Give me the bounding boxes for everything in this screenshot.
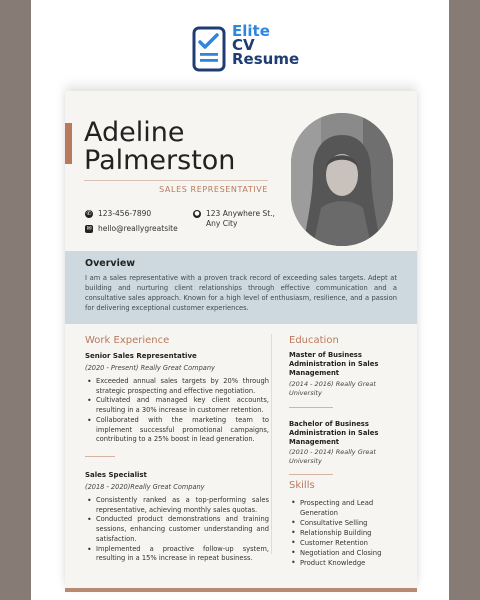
education-title: Education (289, 335, 339, 346)
clipboard-check-icon (192, 26, 226, 72)
first-name: Adeline (84, 117, 185, 148)
education-degree: Bachelor of Business Administration in Sales Management (289, 420, 379, 446)
job-bullets (85, 377, 269, 445)
job-role: SALES REPRESENTATIVE (159, 185, 268, 194)
education-separator (289, 407, 333, 408)
right-frame-band (449, 0, 480, 600)
job-separator (85, 456, 115, 457)
candidate-name (84, 119, 284, 175)
phone-number: 123-456-7890 (98, 209, 152, 218)
name-divider (84, 180, 268, 181)
brand-logo (192, 22, 302, 74)
last-name: Palmerston (84, 145, 236, 176)
skills-title: Skills (289, 480, 315, 491)
address-line-1: 123 Anywhere St., (206, 209, 275, 218)
job-bullet: • Consistently ranked as a top-performing sales representative, achieving monthly sales quotas. (85, 496, 269, 515)
profile-photo-portrait (291, 113, 393, 246)
resume-page (65, 91, 417, 588)
education-date: (2014 - 2016) Really Great University (289, 380, 376, 397)
name-accent-bar (65, 123, 72, 164)
address-line-2: Any City (206, 219, 238, 228)
skill-item: • Negotiation and Closing (289, 548, 409, 558)
job-bullet: • Exceeded annual sales targets by 20% through strategic prospecting and effective negotiation. (85, 377, 269, 396)
email-icon: ✉ (86, 225, 92, 232)
overview-text: I am a sales representative with a proven track record of exceeding sales targets. Adept at building and nurturing client relationships through effective communication and a consultative sales approach. Known for a high level of enthusiasm, resilience, and a passion for delivering exceptional customer experiences. (85, 274, 397, 312)
brand-wordmark (232, 24, 299, 66)
phone-icon: ✆ (86, 210, 92, 217)
job-title: Senior Sales Representative (85, 352, 197, 360)
brand-line-2: CV (232, 36, 255, 54)
skill-item: • Prospecting and Lead Generation (289, 498, 409, 518)
job-bullet: • Implemented a proactive follow-up system, resulting in a 15% increase in repeat business. (85, 545, 269, 564)
job-bullets (85, 496, 269, 564)
education-separator (289, 474, 333, 475)
address (206, 209, 275, 229)
profile-photo (291, 113, 393, 246)
overview-title: Overview (85, 258, 136, 269)
job-title: Sales Specialist (85, 471, 147, 479)
job-bullet: • Cultivated and managed key client accounts, resulting in a 30% increase in customer retention. (85, 396, 269, 415)
skills-list (289, 498, 409, 568)
education-degree: Master of Business Administration in Sales Management (289, 351, 379, 377)
job-date: (2018 - 2020)Really Great Company (85, 483, 205, 491)
skill-item: • Product Knowledge (289, 558, 409, 568)
job-date: (2020 - Present) Really Great Company (85, 364, 215, 372)
skill-item: • Consultative Selling (289, 518, 409, 528)
email-address: hello@reallygreatsite (98, 224, 178, 233)
skill-item: • Customer Retention (289, 538, 409, 548)
column-divider (271, 334, 272, 554)
page-bottom-border (65, 588, 417, 592)
job-bullet: • Conducted product demonstrations and training sessions, enhancing customer understanding and satisfaction. (85, 515, 269, 544)
left-frame-band (0, 0, 31, 600)
brand-line-3: Resume (232, 50, 300, 68)
education-date: (2010 - 2014) Really Great University (289, 448, 376, 465)
location-pin-icon: ● (194, 210, 200, 217)
brand-line-1: Elite (232, 22, 270, 40)
overview-section (65, 251, 417, 324)
work-experience-title: Work Experience (85, 335, 170, 346)
skill-item: • Relationship Building (289, 528, 409, 538)
job-bullet: • Collaborated with the marketing team to implement successful promotional campaigns, contributing to a 25% boost in lead generation. (85, 416, 269, 445)
